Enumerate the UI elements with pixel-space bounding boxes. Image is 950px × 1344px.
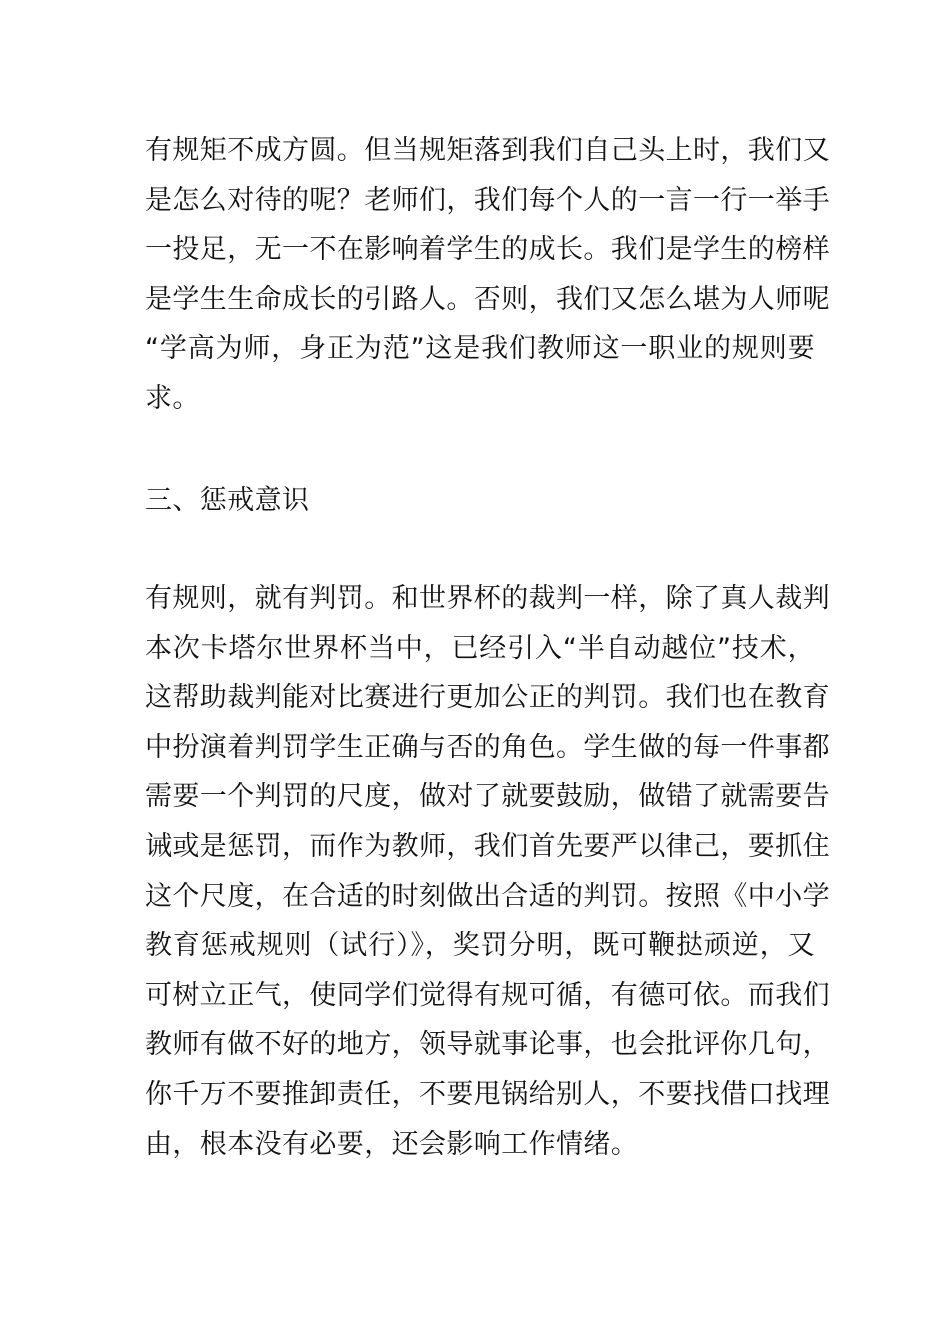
paragraph-line: 有规矩不成方圆。但当规矩落到我们自己头上时，我们又 [145,135,830,166]
paragraph-line: 一投足，无一不在影响着学生的成长。我们是学生的榜样 [145,234,830,266]
paragraph-line: 这帮助裁判能对比赛进行更加公正的判罚。我们也在教育 [145,682,830,714]
paragraph-line: 是怎么对待的呢？老师们，我们每个人的一言一行一举手 [145,184,830,216]
paragraph-line: 本次卡塔尔世界杯当中，已经引入“半自动越位”技术， [145,632,815,664]
paragraph-line: 需要一个判罚的尺度，做对了就要鼓励，做错了就需要告 [145,781,830,813]
paragraph-line: 中扮演着判罚学生正确与否的角色。学生做的每一件事都 [145,731,830,763]
paragraph-discipline [145,574,830,1169]
paragraph-line: 这个尺度，在合适的时刻做出合适的判罚。按照《中小学 [145,880,830,912]
paragraph-line: 诫或是惩罚，而作为教师，我们首先要严以律己，要抓住 [145,830,830,862]
paragraph-line: 可树立正气，使同学们觉得有规可循，有德可依。而我们 [145,979,830,1011]
paragraph-line: “学高为师，身正为范”这是我们教师这一职业的规则要 [145,333,815,365]
paragraph-rules [145,126,830,424]
section-heading-text: 三、惩戒意识 [145,485,310,516]
paragraph-line: 求。 [145,382,200,414]
paragraph-line: 由，根本没有必要，还会影响工作情绪。 [145,1128,639,1160]
section-heading [145,476,815,526]
paragraph-line: 教育惩戒规则（试行）》，奖罚分明，既可鞭挞顽逆，又 [145,930,815,962]
paragraph-line: 有规则，就有判罚。和世界杯的裁判一样，除了真人裁判 [145,583,830,614]
paragraph-line: 你千万不要推卸责任，不要甩锅给别人，不要找借口找理 [145,1078,830,1110]
paragraph-line: 是学生生命成长的引路人。否则，我们又怎么堪为人师呢 [145,283,830,315]
paragraph-line: 教师有做不好的地方，领导就事论事，也会批评你几句， [145,1029,830,1061]
